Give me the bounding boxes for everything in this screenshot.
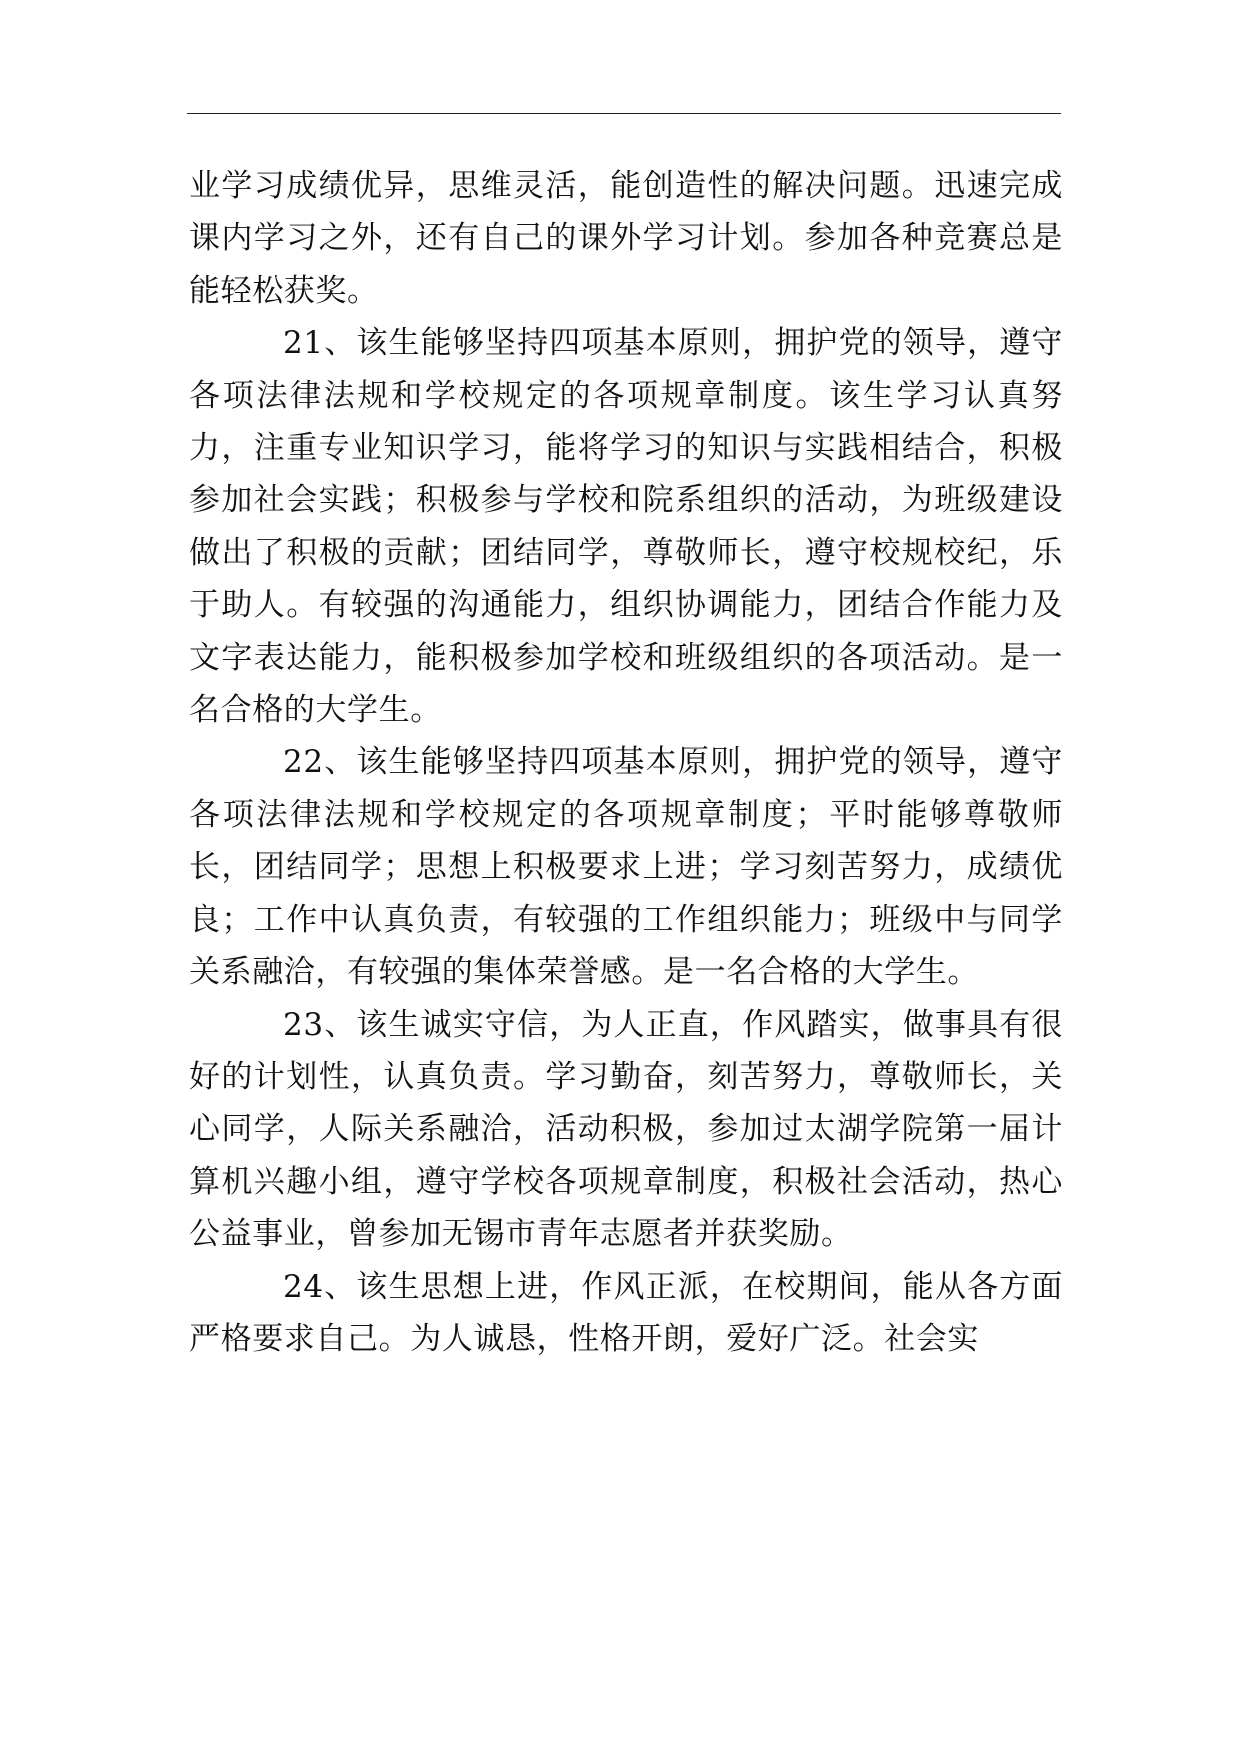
paragraph-24: 24、该生思想上进，作风正派，在校期间，能从各方面严格要求自己。为人诚恳，性格开朗，爱好广泛。社会实 <box>189 1268 1063 1357</box>
paragraph-21: 21、该生能够坚持四项基本原则，拥护党的领导，遵守各项法律法规和学校规定的各项规章制度。该生学习认真努力，注重专业知识学习，能将学习的知识与实践相结合，积极参加社会实践；积极参与学校和院系组织的活动，为班级建设做出了积极的贡献；团结同学，尊敬师长，遵守校规校纪，乐于助人。有较强的沟通能力，组织协调能力，团结合作能力及文字表达能力，能积极参加学校和班级组织的各项活动。是一名合格的大学生。 <box>189 325 1063 729</box>
paragraph-continued: 业学习成绩优异，思维灵活，能创造性的解决问题。迅速完成课内学习之外，还有自己的课外学习计划。参加各种竞赛总是能轻松获奖。 <box>189 168 1063 309</box>
header-rule <box>187 113 1061 114</box>
paragraph-23: 23、该生诚实守信，为人正直，作风踏实，做事具有很好的计划性，认真负责。学习勤奋，刻苦努力，尊敬师长，关心同学，人际关系融洽，活动积极，参加过太湖学院第一届计算机兴趣小组，遵守学校各项规章制度，积极社会活动，热心公益事业，曾参加无锡市青年志愿者并获奖励。 <box>189 1006 1063 1253</box>
paragraph-22: 22、该生能够坚持四项基本原则，拥护党的领导，遵守各项法律法规和学校规定的各项规章制度；平时能够尊敬师长，团结同学；思想上积极要求上进；学习刻苦努力，成绩优良；工作中认真负责，有较强的工作组织能力；班级中与同学关系融洽，有较强的集体荣誉感。是一名合格的大学生。 <box>189 744 1063 991</box>
document-body <box>189 160 1063 1365</box>
